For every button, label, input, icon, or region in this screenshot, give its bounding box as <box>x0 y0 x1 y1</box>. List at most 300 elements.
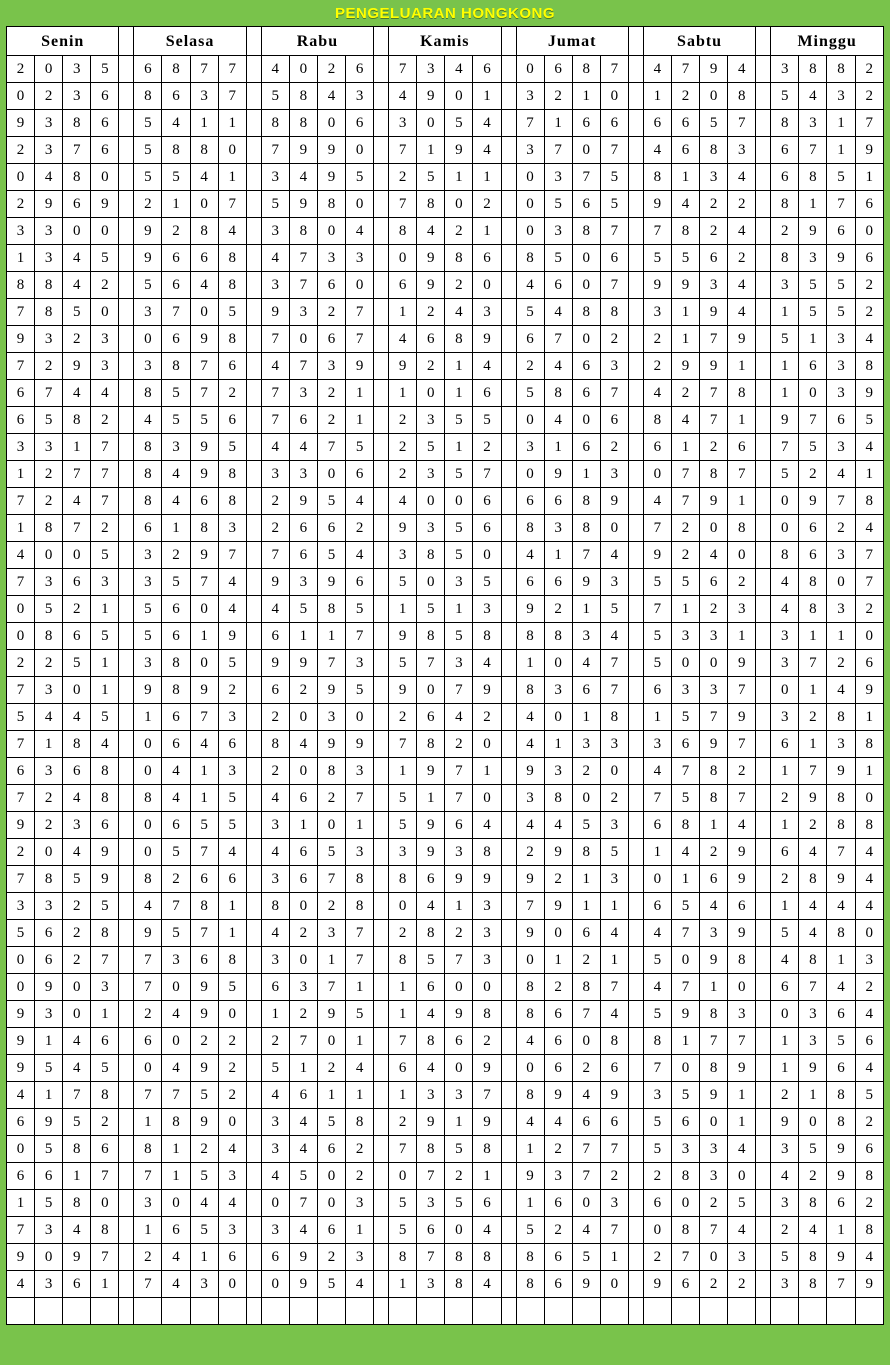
digit-cell: 0 <box>516 191 544 218</box>
digit-cell: 9 <box>700 56 728 83</box>
digit-cell: 1 <box>91 677 119 704</box>
digit-cell: 8 <box>700 1001 728 1028</box>
digit-cell: 7 <box>728 461 756 488</box>
column-gap <box>119 677 134 704</box>
digit-cell: 4 <box>855 1001 883 1028</box>
column-gap <box>628 83 643 110</box>
digit-cell: 2 <box>346 1136 374 1163</box>
digit-cell: 7 <box>389 1136 417 1163</box>
digit-cell: 3 <box>389 839 417 866</box>
column-gap <box>246 56 261 83</box>
digit-cell: 1 <box>445 596 473 623</box>
digit-cell: 3 <box>218 515 246 542</box>
digit-cell: 8 <box>63 407 91 434</box>
digit-cell: 4 <box>643 974 671 1001</box>
digit-cell: 2 <box>544 866 572 893</box>
column-gap <box>501 1055 516 1082</box>
digit-cell: 5 <box>445 110 473 137</box>
digit-cell: 8 <box>572 218 600 245</box>
column-gap <box>628 27 643 56</box>
digit-cell: 8 <box>63 731 91 758</box>
digit-cell: 2 <box>389 461 417 488</box>
column-gap <box>246 1082 261 1109</box>
digit-cell: 4 <box>289 1217 317 1244</box>
digit-cell: 9 <box>190 974 218 1001</box>
digit-cell: 8 <box>544 380 572 407</box>
digit-cell: 5 <box>771 920 799 947</box>
digit-cell: 7 <box>91 1163 119 1190</box>
digit-cell: 5 <box>643 569 671 596</box>
column-gap <box>374 1136 389 1163</box>
digit-cell: 8 <box>317 758 345 785</box>
digit-cell: 0 <box>134 812 162 839</box>
digit-cell: 2 <box>473 1028 501 1055</box>
digit-cell: 8 <box>162 677 190 704</box>
table-row <box>7 1163 884 1190</box>
digit-cell: 6 <box>417 1217 445 1244</box>
digit-cell: 2 <box>544 596 572 623</box>
digit-cell: 6 <box>855 191 883 218</box>
digit-cell: 0 <box>600 758 628 785</box>
digit-cell: 3 <box>516 137 544 164</box>
digit-cell: 7 <box>162 1082 190 1109</box>
digit-cell: 0 <box>417 380 445 407</box>
column-gap <box>628 596 643 623</box>
digit-cell: 4 <box>417 1001 445 1028</box>
column-gap <box>628 839 643 866</box>
digit-cell: 2 <box>91 272 119 299</box>
table-row <box>7 974 884 1001</box>
digit-cell: 3 <box>700 623 728 650</box>
digit-cell: 6 <box>218 731 246 758</box>
digit-cell: 6 <box>572 380 600 407</box>
column-gap <box>119 1271 134 1298</box>
digit-cell: 7 <box>346 920 374 947</box>
digit-cell: 1 <box>827 623 855 650</box>
digit-cell: 8 <box>317 191 345 218</box>
column-gap <box>246 1109 261 1136</box>
digit-cell: 2 <box>35 461 63 488</box>
digit-cell: 0 <box>572 407 600 434</box>
digit-cell: 9 <box>643 1271 671 1298</box>
column-gap <box>119 1082 134 1109</box>
column-gap <box>119 56 134 83</box>
digit-cell: 2 <box>7 650 35 677</box>
digit-cell: 3 <box>35 326 63 353</box>
column-gap <box>501 1082 516 1109</box>
column-gap <box>501 137 516 164</box>
column-gap <box>756 461 771 488</box>
digit-cell: 3 <box>417 1190 445 1217</box>
column-gap <box>119 83 134 110</box>
legend-empty-cell <box>771 1298 799 1325</box>
digit-cell: 8 <box>827 56 855 83</box>
digit-cell: 7 <box>827 839 855 866</box>
digit-cell: 3 <box>35 110 63 137</box>
digit-cell: 7 <box>261 326 289 353</box>
legend-empty-cell <box>799 1298 827 1325</box>
column-gap <box>756 164 771 191</box>
digit-cell: 5 <box>317 1271 345 1298</box>
digit-cell: 0 <box>516 56 544 83</box>
digit-cell: 0 <box>728 974 756 1001</box>
digit-cell: 2 <box>516 353 544 380</box>
digit-cell: 6 <box>289 866 317 893</box>
digit-cell: 9 <box>261 569 289 596</box>
digit-cell: 5 <box>134 137 162 164</box>
digit-cell: 1 <box>771 812 799 839</box>
digit-cell: 0 <box>134 758 162 785</box>
digit-cell: 8 <box>771 191 799 218</box>
column-gap <box>628 1055 643 1082</box>
digit-cell: 5 <box>827 272 855 299</box>
column-gap <box>756 839 771 866</box>
digit-cell: 9 <box>35 1109 63 1136</box>
digit-cell: 3 <box>346 650 374 677</box>
digit-cell: 2 <box>700 839 728 866</box>
digit-cell: 6 <box>516 569 544 596</box>
digit-cell: 5 <box>671 893 699 920</box>
digit-cell: 9 <box>134 245 162 272</box>
digit-cell: 8 <box>700 758 728 785</box>
digit-cell: 4 <box>261 434 289 461</box>
column-gap <box>628 191 643 218</box>
digit-cell: 7 <box>289 272 317 299</box>
digit-cell: 1 <box>799 677 827 704</box>
digit-cell: 5 <box>218 812 246 839</box>
digit-cell: 7 <box>91 947 119 974</box>
column-gap <box>119 623 134 650</box>
table-row <box>7 677 884 704</box>
digit-cell: 7 <box>35 380 63 407</box>
digit-cell: 7 <box>134 1271 162 1298</box>
digit-cell: 9 <box>417 758 445 785</box>
digit-cell: 7 <box>671 1244 699 1271</box>
digit-cell: 1 <box>162 1136 190 1163</box>
digit-cell: 1 <box>728 488 756 515</box>
digit-cell: 2 <box>218 1055 246 1082</box>
digit-cell: 1 <box>728 1082 756 1109</box>
digit-cell: 3 <box>134 650 162 677</box>
column-gap <box>501 380 516 407</box>
digit-cell: 7 <box>473 461 501 488</box>
digit-cell: 1 <box>473 218 501 245</box>
digit-cell: 2 <box>218 380 246 407</box>
digit-cell: 6 <box>827 1001 855 1028</box>
column-gap <box>374 1082 389 1109</box>
column-gap <box>756 137 771 164</box>
digit-cell: 6 <box>162 731 190 758</box>
digit-cell: 7 <box>671 56 699 83</box>
digit-cell: 0 <box>317 218 345 245</box>
digit-cell: 5 <box>317 542 345 569</box>
digit-cell: 2 <box>7 191 35 218</box>
digit-cell: 2 <box>63 326 91 353</box>
digit-cell: 6 <box>445 812 473 839</box>
column-gap <box>501 191 516 218</box>
digit-cell: 9 <box>35 974 63 1001</box>
digit-cell: 0 <box>218 1001 246 1028</box>
digit-cell: 3 <box>35 1271 63 1298</box>
digit-cell: 9 <box>317 137 345 164</box>
digit-cell: 9 <box>799 218 827 245</box>
digit-cell: 0 <box>473 785 501 812</box>
digit-cell: 1 <box>671 164 699 191</box>
digit-cell: 7 <box>289 1190 317 1217</box>
digit-cell: 7 <box>600 677 628 704</box>
column-gap <box>374 677 389 704</box>
digit-cell: 3 <box>261 461 289 488</box>
digit-cell: 4 <box>855 893 883 920</box>
digit-cell: 0 <box>346 137 374 164</box>
digit-cell: 6 <box>544 1001 572 1028</box>
digit-cell: 5 <box>218 974 246 1001</box>
digit-cell: 7 <box>799 137 827 164</box>
digit-cell: 3 <box>35 1217 63 1244</box>
digit-cell: 2 <box>855 974 883 1001</box>
digit-cell: 0 <box>35 56 63 83</box>
digit-cell: 1 <box>855 758 883 785</box>
digit-cell: 2 <box>855 596 883 623</box>
digit-cell: 9 <box>7 1001 35 1028</box>
column-gap <box>246 893 261 920</box>
digit-cell: 8 <box>346 866 374 893</box>
digit-cell: 3 <box>728 137 756 164</box>
digit-cell: 6 <box>162 326 190 353</box>
digit-cell: 2 <box>643 1244 671 1271</box>
digit-cell: 0 <box>473 542 501 569</box>
digit-cell: 9 <box>289 1271 317 1298</box>
digit-cell: 2 <box>91 1109 119 1136</box>
digit-cell: 1 <box>190 1244 218 1271</box>
column-gap <box>119 110 134 137</box>
digit-cell: 9 <box>671 272 699 299</box>
digit-cell: 6 <box>516 326 544 353</box>
digit-cell: 2 <box>91 515 119 542</box>
digit-cell: 2 <box>289 1001 317 1028</box>
digit-cell: 6 <box>671 1109 699 1136</box>
digit-cell: 7 <box>190 569 218 596</box>
column-gap <box>374 785 389 812</box>
digit-cell: 1 <box>855 164 883 191</box>
digit-cell: 3 <box>289 569 317 596</box>
digit-cell: 1 <box>389 1082 417 1109</box>
digit-cell: 1 <box>827 137 855 164</box>
digit-cell: 4 <box>473 650 501 677</box>
digit-cell: 3 <box>134 1190 162 1217</box>
digit-cell: 4 <box>63 1217 91 1244</box>
header-row <box>7 27 884 56</box>
column-gap <box>374 1298 389 1325</box>
digit-cell: 4 <box>63 1028 91 1055</box>
digit-cell: 1 <box>91 596 119 623</box>
digit-cell: 9 <box>643 542 671 569</box>
digit-cell: 3 <box>544 677 572 704</box>
digit-cell: 5 <box>516 380 544 407</box>
column-gap <box>374 893 389 920</box>
column-gap <box>501 1028 516 1055</box>
digit-cell: 1 <box>7 461 35 488</box>
digit-cell: 6 <box>134 1028 162 1055</box>
digit-cell: 3 <box>35 893 63 920</box>
digit-cell: 4 <box>799 839 827 866</box>
column-gap <box>246 785 261 812</box>
digit-cell: 0 <box>389 245 417 272</box>
digit-cell: 7 <box>417 650 445 677</box>
digit-cell: 3 <box>728 1244 756 1271</box>
digit-cell: 5 <box>190 812 218 839</box>
digit-cell: 9 <box>728 839 756 866</box>
digit-cell: 1 <box>473 164 501 191</box>
table-row <box>7 272 884 299</box>
table-row <box>7 245 884 272</box>
column-gap <box>119 515 134 542</box>
digit-cell: 4 <box>289 731 317 758</box>
digit-cell: 5 <box>91 542 119 569</box>
digit-cell: 5 <box>91 704 119 731</box>
digit-cell: 0 <box>91 1190 119 1217</box>
digit-cell: 7 <box>7 299 35 326</box>
digit-cell: 0 <box>516 461 544 488</box>
column-header-selasa: Selasa <box>134 27 246 56</box>
digit-cell: 6 <box>7 758 35 785</box>
column-gap <box>756 1163 771 1190</box>
legend-swatch <box>35 1298 63 1325</box>
digit-cell: 2 <box>600 434 628 461</box>
digit-cell: 3 <box>700 1136 728 1163</box>
digit-cell: 3 <box>445 839 473 866</box>
digit-cell: 9 <box>516 596 544 623</box>
digit-cell: 4 <box>190 731 218 758</box>
digit-cell: 3 <box>445 569 473 596</box>
digit-cell: 7 <box>317 974 345 1001</box>
column-gap <box>119 461 134 488</box>
digit-cell: 9 <box>700 947 728 974</box>
digit-cell: 6 <box>162 704 190 731</box>
digit-cell: 4 <box>771 1163 799 1190</box>
digit-cell: 5 <box>389 650 417 677</box>
digit-cell: 8 <box>827 785 855 812</box>
digit-cell: 2 <box>728 758 756 785</box>
column-gap <box>628 380 643 407</box>
digit-cell: 7 <box>643 1055 671 1082</box>
digit-cell: 9 <box>473 1109 501 1136</box>
digit-cell: 4 <box>346 218 374 245</box>
legend-empty-cell <box>134 1298 162 1325</box>
digit-cell: 0 <box>35 1244 63 1271</box>
digit-cell: 7 <box>7 569 35 596</box>
digit-cell: 8 <box>473 1244 501 1271</box>
digit-cell: 5 <box>218 434 246 461</box>
digit-cell: 1 <box>63 434 91 461</box>
table-row <box>7 596 884 623</box>
digit-cell: 1 <box>445 353 473 380</box>
digit-cell: 5 <box>91 893 119 920</box>
digit-cell: 0 <box>572 1190 600 1217</box>
digit-cell: 8 <box>827 812 855 839</box>
digit-cell: 6 <box>827 218 855 245</box>
digit-cell: 7 <box>600 1217 628 1244</box>
digit-cell: 8 <box>134 380 162 407</box>
digit-cell: 3 <box>35 569 63 596</box>
digit-cell: 8 <box>346 1109 374 1136</box>
column-gap <box>756 812 771 839</box>
digit-cell: 8 <box>389 1244 417 1271</box>
digit-cell: 9 <box>700 299 728 326</box>
digit-cell: 0 <box>771 1001 799 1028</box>
digit-cell: 7 <box>63 461 91 488</box>
digit-cell: 7 <box>700 380 728 407</box>
column-gap <box>756 947 771 974</box>
digit-cell: 8 <box>289 218 317 245</box>
digit-cell: 3 <box>827 731 855 758</box>
digit-cell: 2 <box>728 191 756 218</box>
digit-cell: 0 <box>7 623 35 650</box>
table-row <box>7 569 884 596</box>
column-gap <box>119 488 134 515</box>
digit-cell: 7 <box>190 353 218 380</box>
table-row <box>7 920 884 947</box>
table-row <box>7 137 884 164</box>
digit-cell: 6 <box>600 407 628 434</box>
column-gap <box>756 353 771 380</box>
digit-cell: 0 <box>572 785 600 812</box>
digit-cell: 2 <box>289 677 317 704</box>
digit-cell: 2 <box>63 947 91 974</box>
digit-cell: 0 <box>643 1217 671 1244</box>
digit-cell: 9 <box>7 1244 35 1271</box>
digit-cell: 8 <box>63 1136 91 1163</box>
digit-cell: 6 <box>728 434 756 461</box>
digit-cell: 8 <box>572 839 600 866</box>
digit-cell: 8 <box>35 866 63 893</box>
column-gap <box>501 27 516 56</box>
digit-cell: 3 <box>218 1163 246 1190</box>
column-gap <box>756 731 771 758</box>
column-gap <box>756 326 771 353</box>
digit-cell: 2 <box>728 569 756 596</box>
digit-cell: 5 <box>134 596 162 623</box>
digit-cell: 1 <box>827 1217 855 1244</box>
digit-cell: 4 <box>600 1001 628 1028</box>
digit-cell: 5 <box>162 164 190 191</box>
column-gap <box>374 1271 389 1298</box>
digit-cell: 3 <box>63 812 91 839</box>
digit-cell: 1 <box>389 299 417 326</box>
digit-cell: 2 <box>317 407 345 434</box>
digit-cell: 6 <box>855 245 883 272</box>
digit-cell: 5 <box>134 623 162 650</box>
digit-cell: 7 <box>572 1163 600 1190</box>
digit-cell: 7 <box>643 218 671 245</box>
column-gap <box>628 1001 643 1028</box>
digit-cell: 0 <box>473 272 501 299</box>
digit-cell: 4 <box>7 542 35 569</box>
digit-cell: 9 <box>445 866 473 893</box>
digit-cell: 7 <box>261 542 289 569</box>
digit-cell: 1 <box>671 1028 699 1055</box>
column-gap <box>374 812 389 839</box>
digit-cell: 0 <box>445 1217 473 1244</box>
column-gap <box>374 731 389 758</box>
digit-cell: 4 <box>700 542 728 569</box>
digit-cell: 6 <box>473 380 501 407</box>
digit-cell: 6 <box>473 515 501 542</box>
column-gap <box>628 326 643 353</box>
digit-cell: 4 <box>261 1163 289 1190</box>
digit-cell: 3 <box>417 461 445 488</box>
digit-cell: 4 <box>218 1136 246 1163</box>
